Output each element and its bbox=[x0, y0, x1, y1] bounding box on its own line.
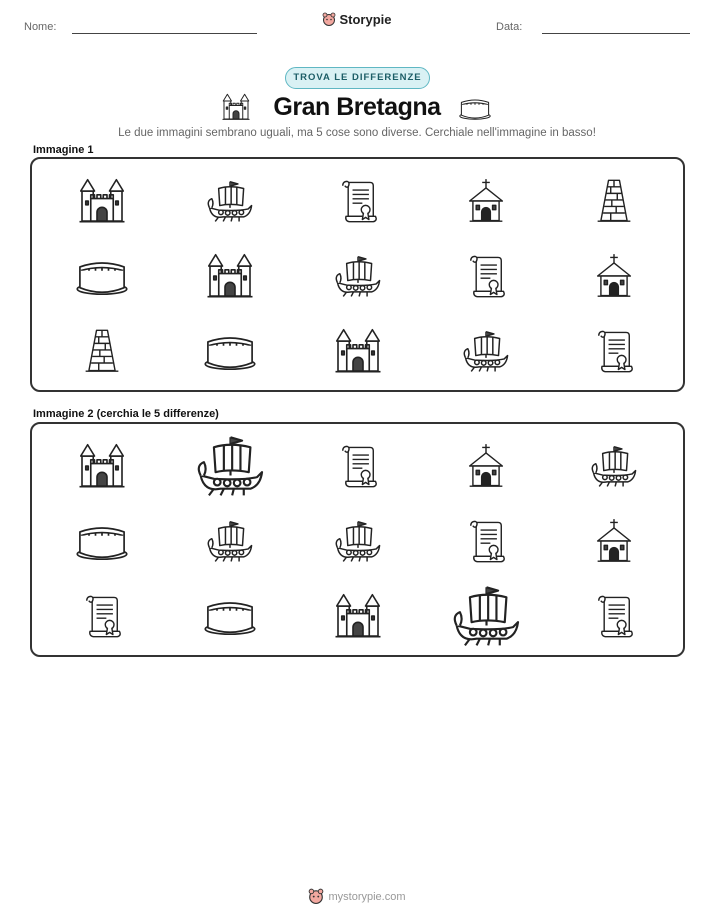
date-field[interactable] bbox=[542, 33, 690, 34]
footer-logo-icon bbox=[308, 888, 324, 904]
grid-cell[interactable] bbox=[422, 578, 550, 653]
grid-cell[interactable] bbox=[294, 163, 422, 238]
grid-cell[interactable] bbox=[422, 503, 550, 578]
activity-badge: TROVA LE DIFFERENZE bbox=[285, 67, 430, 89]
grid-cell[interactable] bbox=[550, 428, 678, 503]
scroll-icon bbox=[80, 592, 124, 640]
viking-ship-icon bbox=[461, 328, 511, 374]
grid-cell[interactable] bbox=[166, 578, 294, 653]
church-icon bbox=[592, 252, 636, 300]
grid-cell[interactable] bbox=[550, 313, 678, 388]
viking-ship-icon bbox=[589, 443, 639, 489]
grid-cell[interactable] bbox=[166, 163, 294, 238]
grid-cell[interactable] bbox=[38, 503, 166, 578]
scroll-icon bbox=[592, 327, 636, 375]
scroll-icon bbox=[464, 252, 508, 300]
image1-label: Immagine 1 bbox=[33, 144, 94, 156]
grid-cell[interactable] bbox=[550, 163, 678, 238]
stonehenge-icon bbox=[204, 595, 256, 637]
viking-ship-icon bbox=[333, 518, 383, 564]
grid-cell[interactable] bbox=[38, 163, 166, 238]
brand-logo bbox=[0, 12, 714, 27]
grid-cell[interactable] bbox=[422, 313, 550, 388]
name-label: Nome: bbox=[24, 21, 57, 33]
grid-cell[interactable] bbox=[38, 238, 166, 313]
grid-cell[interactable] bbox=[294, 428, 422, 503]
viking-ship-icon bbox=[205, 178, 255, 224]
stonehenge-icon bbox=[76, 520, 128, 562]
page-title: Gran Bretagna bbox=[273, 93, 441, 121]
scroll-icon bbox=[336, 177, 380, 225]
date-label: Data: bbox=[496, 21, 523, 33]
footer-url: mystorypie.com bbox=[328, 891, 406, 903]
grid-cell[interactable] bbox=[38, 428, 166, 503]
viking-ship-icon bbox=[333, 253, 383, 299]
viking-ship-icon bbox=[194, 432, 267, 499]
viking-ship-icon bbox=[450, 582, 523, 649]
scroll-icon bbox=[336, 442, 380, 490]
castle-icon bbox=[77, 441, 127, 491]
grid-cell[interactable] bbox=[294, 313, 422, 388]
grid-cell[interactable] bbox=[38, 578, 166, 653]
title-stonehenge-icon bbox=[459, 95, 491, 121]
grid-cell[interactable] bbox=[294, 503, 422, 578]
brand-name: Storypie bbox=[339, 12, 392, 27]
grid-cell[interactable] bbox=[166, 313, 294, 388]
grid-cell[interactable] bbox=[166, 238, 294, 313]
instructions: Le due immagini sembrano uguali, ma 5 cose sono diverse. Cerchiale nell'immagine in basso! bbox=[118, 127, 596, 139]
footer bbox=[0, 888, 714, 904]
image1-grid bbox=[38, 163, 678, 388]
grid-cell[interactable] bbox=[166, 503, 294, 578]
viking-ship-icon bbox=[205, 518, 255, 564]
stone-tower-icon bbox=[592, 177, 636, 225]
castle-icon bbox=[77, 176, 127, 226]
storypie-logo-icon bbox=[322, 12, 336, 26]
church-icon bbox=[464, 177, 508, 225]
scroll-icon bbox=[464, 517, 508, 565]
scroll-icon bbox=[592, 592, 636, 640]
grid-cell[interactable] bbox=[550, 238, 678, 313]
grid-cell[interactable] bbox=[422, 428, 550, 503]
castle-icon bbox=[333, 591, 383, 641]
grid-cell[interactable] bbox=[550, 503, 678, 578]
stonehenge-icon bbox=[204, 330, 256, 372]
grid-cell[interactable] bbox=[294, 238, 422, 313]
grid-cell[interactable] bbox=[422, 163, 550, 238]
stone-tower-icon bbox=[80, 327, 124, 375]
grid-cell[interactable] bbox=[550, 578, 678, 653]
church-icon bbox=[464, 442, 508, 490]
grid-cell[interactable] bbox=[38, 313, 166, 388]
church-icon bbox=[592, 517, 636, 565]
castle-icon bbox=[205, 251, 255, 301]
grid-cell[interactable] bbox=[422, 238, 550, 313]
image2-label: Immagine 2 (cerchia le 5 differenze) bbox=[33, 408, 219, 420]
grid-cell[interactable] bbox=[294, 578, 422, 653]
image2-grid bbox=[38, 428, 678, 653]
name-field[interactable] bbox=[72, 33, 257, 34]
castle-icon bbox=[333, 326, 383, 376]
grid-cell[interactable] bbox=[166, 428, 294, 503]
stonehenge-icon bbox=[76, 255, 128, 297]
